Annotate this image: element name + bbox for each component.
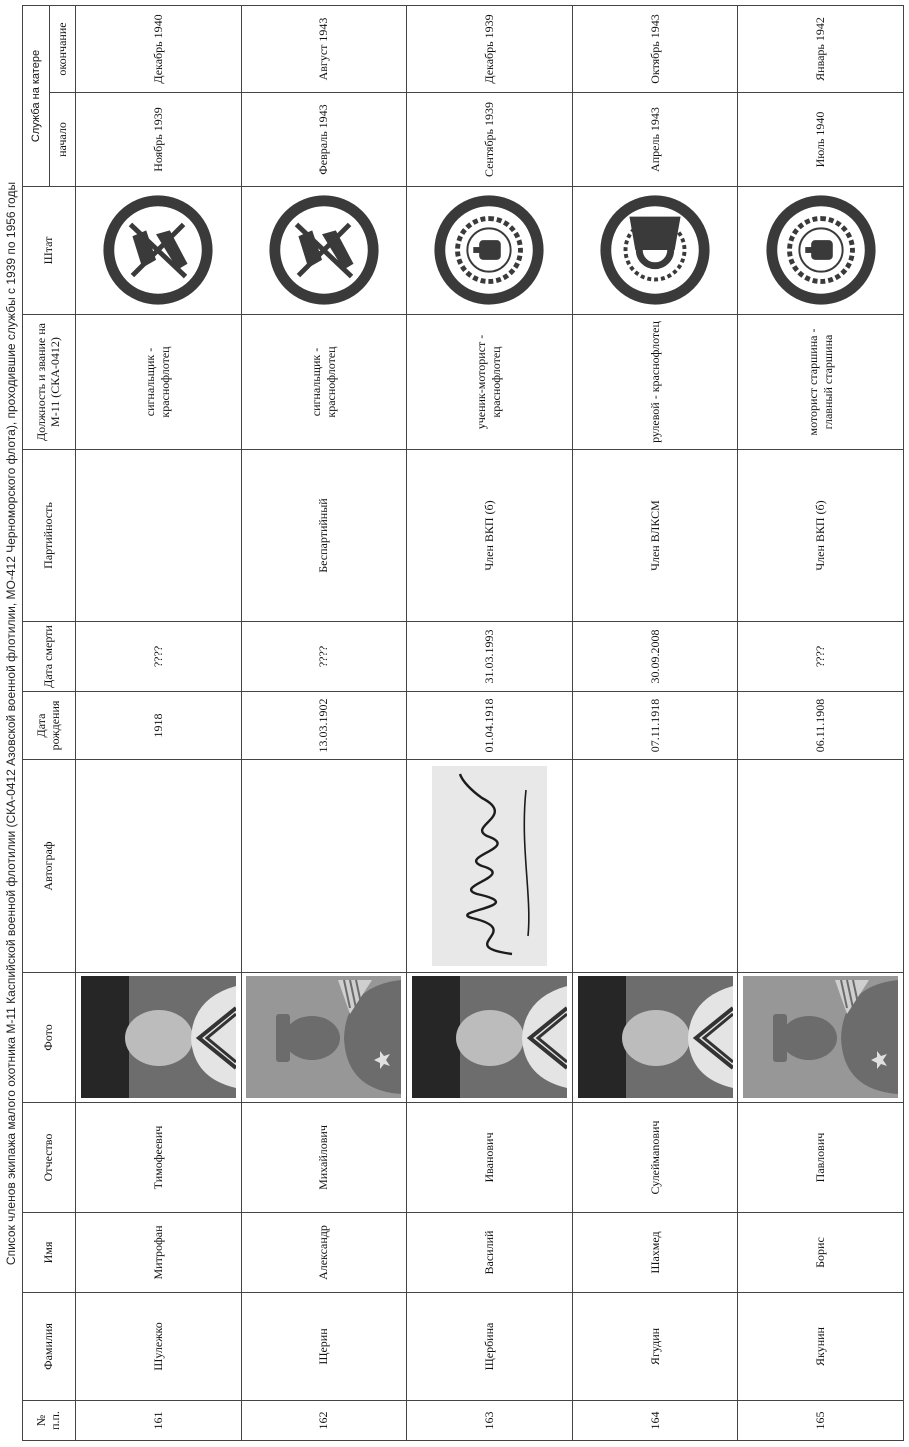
header-position: Должность и звание на М-11 (СКА-0412) xyxy=(23,315,76,450)
header-birth: Дата рождения xyxy=(23,692,76,760)
cell-service-start: Февраль 1943 xyxy=(241,93,407,187)
cell-photo xyxy=(572,973,738,1103)
header-row xyxy=(23,5,50,1440)
cell-position: сигнальщик - краснофлотец xyxy=(241,315,407,450)
header-autograph: Автограф xyxy=(23,760,76,973)
photo xyxy=(743,977,898,1099)
cell-birth: 01.04.1918 xyxy=(407,692,573,760)
cell-autograph xyxy=(241,760,407,973)
cell-name: Борис xyxy=(738,1213,904,1293)
cell-photo xyxy=(738,973,904,1103)
header-service: Служба на катере xyxy=(23,5,50,186)
cell-autograph xyxy=(738,760,904,973)
photo xyxy=(578,977,733,1099)
cell-badge xyxy=(76,187,242,315)
cell-num: 161 xyxy=(76,1401,242,1441)
cell-death: 31.03.1993 xyxy=(407,622,573,692)
header-badge: Штат xyxy=(23,187,76,315)
cell-name: Шахмед xyxy=(572,1213,738,1293)
cell-position: моторист старшина - главный старшина xyxy=(738,315,904,450)
table-row xyxy=(572,5,738,1440)
photo xyxy=(246,977,401,1099)
document-caption: Список членов экипажа малого охотника М-11 Каспийской военной флотилии (СКА-0412 Азовской военной флотилии, МО-412 Черноморского флота), проходившие службы с 1939 по 1956 годы xyxy=(4,181,18,1266)
header-surname: Фамилия xyxy=(23,1293,76,1401)
cell-name: Александр xyxy=(241,1213,407,1293)
cell-num: 165 xyxy=(738,1401,904,1441)
cell-party: Член ВЛКСМ xyxy=(572,450,738,622)
cell-badge xyxy=(241,187,407,315)
table-row xyxy=(407,5,573,1440)
cell-badge xyxy=(738,187,904,315)
cell-patronymic: Иванович xyxy=(407,1103,573,1213)
cell-patronymic: Тимофеевич xyxy=(76,1103,242,1213)
header-party: Партийность xyxy=(23,450,76,622)
sailor-photo xyxy=(81,977,236,1099)
photo xyxy=(81,977,236,1099)
autograph-image xyxy=(432,766,547,966)
cell-service-start: Июль 1940 xyxy=(738,93,904,187)
cell-position: сигнальщик - краснофлотец xyxy=(76,315,242,450)
cell-party: Член ВКП (б) xyxy=(738,450,904,622)
cell-service-start: Сентябрь 1939 xyxy=(407,93,573,187)
autograph-signature xyxy=(432,766,547,966)
table-row xyxy=(738,5,904,1440)
staff-badge-icon xyxy=(265,192,383,310)
header-photo: Фото xyxy=(23,973,76,1103)
cell-badge xyxy=(407,187,573,315)
cell-birth: 07.11.1918 xyxy=(572,692,738,760)
cell-patronymic: Сулеймanoвич xyxy=(572,1103,738,1213)
cell-surname: Шулежко xyxy=(76,1293,242,1401)
cell-service-end: Август 1943 xyxy=(241,5,407,92)
crew-roster-table xyxy=(22,5,904,1441)
cell-photo xyxy=(407,973,573,1103)
cell-surname: Ягудин xyxy=(572,1293,738,1401)
cell-num: 162 xyxy=(241,1401,407,1441)
cell-name: Василий xyxy=(407,1213,573,1293)
cell-party: Беспартийный xyxy=(241,450,407,622)
staff-badge-icon xyxy=(430,192,548,310)
cell-photo xyxy=(241,973,407,1103)
table-row xyxy=(241,5,407,1440)
cell-service-start: Апрель 1943 xyxy=(572,93,738,187)
cell-surname: Щербина xyxy=(407,1293,573,1401)
sailor-silhouette-placeholder xyxy=(246,977,401,1099)
sailor-photo xyxy=(412,977,567,1099)
header-patronymic: Отчество xyxy=(23,1103,76,1213)
cell-birth: 06.11.1908 xyxy=(738,692,904,760)
cell-service-end: Декабрь 1939 xyxy=(407,5,573,92)
cell-birth: 13.03.1902 xyxy=(241,692,407,760)
cell-position: рулевой - краснофлотец xyxy=(572,315,738,450)
cell-surname: Щерин xyxy=(241,1293,407,1401)
cell-service-start: Ноябрь 1939 xyxy=(76,93,242,187)
cell-death: ???? xyxy=(76,622,242,692)
header-death: Дата смерти xyxy=(23,622,76,692)
cell-patronymic: Михайлович xyxy=(241,1103,407,1213)
cell-name: Митрофан xyxy=(76,1213,242,1293)
cell-service-end: Октябрь 1943 xyxy=(572,5,738,92)
header-name: Имя xyxy=(23,1213,76,1293)
header-service-start: начало xyxy=(50,93,76,187)
cell-death: 30.09.2008 xyxy=(572,622,738,692)
cell-autograph xyxy=(407,760,573,973)
cell-service-end: Декабрь 1940 xyxy=(76,5,242,92)
cell-autograph xyxy=(572,760,738,973)
cell-death: ???? xyxy=(241,622,407,692)
cell-badge xyxy=(572,187,738,315)
cell-autograph xyxy=(76,760,242,973)
header-num: № п.п. xyxy=(23,1401,76,1441)
cell-num: 164 xyxy=(572,1401,738,1441)
sailor-silhouette-placeholder xyxy=(743,977,898,1099)
header-service-end: окончание xyxy=(50,5,76,92)
photo xyxy=(412,977,567,1099)
staff-badge-icon xyxy=(762,192,880,310)
staff-badge-icon xyxy=(596,192,714,310)
cell-position: ученик-моторист - краснофлотец xyxy=(407,315,573,450)
cell-birth: 1918 xyxy=(76,692,242,760)
cell-num: 163 xyxy=(407,1401,573,1441)
cell-photo xyxy=(76,973,242,1103)
table-row xyxy=(76,5,242,1440)
cell-party: Член ВКП (б) xyxy=(407,450,573,622)
staff-badge-icon xyxy=(99,192,217,310)
cell-death: ???? xyxy=(738,622,904,692)
cell-party xyxy=(76,450,242,622)
cell-patronymic: Павлович xyxy=(738,1103,904,1213)
roster-body xyxy=(76,5,904,1440)
cell-surname: Якунин xyxy=(738,1293,904,1401)
cell-service-end: Январь 1942 xyxy=(738,5,904,92)
sailor-photo xyxy=(578,977,733,1099)
